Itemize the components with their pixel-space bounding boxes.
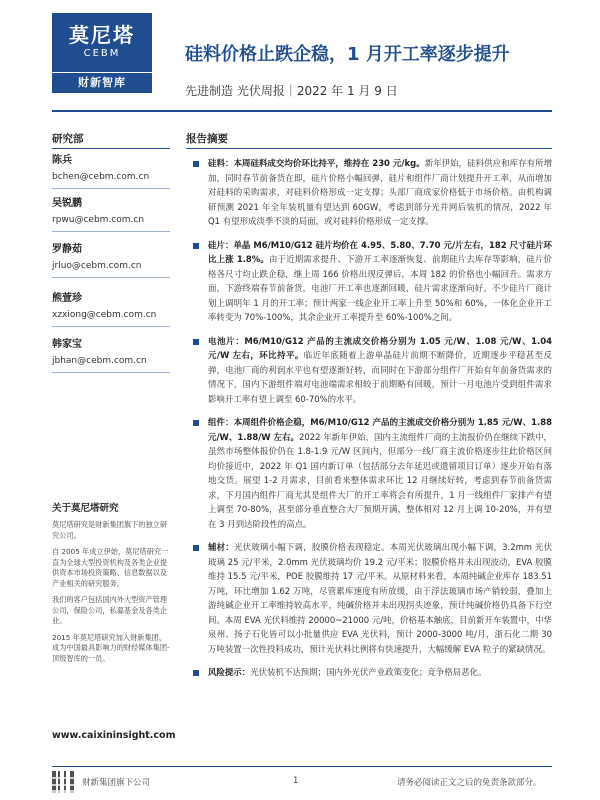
analyst-card (52, 154, 170, 189)
bullet-body: 由于近期需求提升、下游开工率逐渐恢复、前期硅片去库存等影响，硅片价格各尺寸均止跌企稳，继上周 166 价格出现反弹后，本周 182 的价格也小幅回升。需求方面，下游终端春节前备货，电池厂开工率也逐渐回暖，硅片需求逐渐向好。不少硅片厂商计划上调明年 1 月的开工率；预计两家一线企业开工率上升至 50%和 60%，一体化企业开工率转变为 70%-100%，其余企业开工率提升至 60%-100%之间。 (208, 254, 552, 322)
bullet-body: 临近年底随着上游单晶硅片前期不断降价，近期逐步平稳甚至反弹，电池厂商的利润水平也有望逐渐好转，而同时在下游部分组件厂开始有年前备货需求的情况下，国内下游组件端对电池端需求相较于前期略有回暖，预计一月电池片受到组件需求影响开工率有望上调至 60-70%的水平。 (208, 350, 552, 404)
cebm-logo (52, 13, 152, 93)
bullet-lead: 硅片：单晶 M6/M10/G12 硅片均价在 4.95、5.80、7.70 元/片左右，182 尺寸硅片环比上涨 1.8%。 (208, 239, 552, 264)
bullet-body: 光伏装机不达预期；国内外光伏产业政策变化；竞争格局恶化。 (250, 667, 487, 677)
summary-item-cell (186, 334, 552, 407)
analyst-email[interactable]: rpwu@cebm.com.cn (52, 215, 145, 225)
footer-divider (52, 766, 552, 767)
analyst-divider (52, 231, 170, 232)
about-paragraph: 我们的客户包括国内外大型资产管理公司，保险公司，私募基金及各类企业。 (52, 595, 168, 625)
analyst-email[interactable]: jrluo@cebm.com.cn (52, 261, 142, 271)
summary-heading: 报告摘要 (186, 133, 228, 145)
footer-disclaimer: 请务必阅读正文之后的免责条款部分。 (397, 778, 542, 788)
report-subtitle: 先进制造 光伏周报｜2022 年 1 月 9 日 (185, 84, 398, 98)
research-dept-heading: 研究部 (52, 133, 84, 145)
report-title: 硅料价格止跌企稳，1 月开工率逐步提升 (185, 44, 510, 65)
about-paragraph: 莫尼塔研究是财新集团旗下的独立研究公司。 (52, 520, 168, 540)
analyst-card (52, 338, 170, 373)
bullet-body: 新年伊始，硅料供应和库存有所增加，同时春节前备货在即，硅片价格小幅回弹，硅片和组件厂商计划提升开工率，从而增加对硅料的采购需求，对硅料价格形成一定支撑；头部厂商成家价格低于市场价格。由机构调研预测 2021 年全年装机量有望达到 60GW，考虑到部分光并网后装机的情况，2022 年 Q1 有望形成淡季不淡的局面，或对硅料价格形成一定支撑。 (208, 158, 553, 226)
analyst-name: 韩家宝 (52, 339, 82, 350)
summary-item-auxiliary (186, 540, 552, 656)
summary-heading-divider (186, 148, 552, 149)
logo-chinese-name: 莫尼塔 (69, 23, 135, 47)
bullet-body: 光伏玻璃小幅下调，胶膜价格表现稳定。本周光伏玻璃出现小幅下调，3.2mm 光伏玻璃 25 元/平米，2.0mm 光伏玻璃均价 19.2 元/平米；胶膜价格并未出现波动，EVA 胶膜维持 15.5 元/平米，POE 胶膜维持 17 元/平米。从原材料来看，本周纯碱企业库存 183.51 万吨，环比增加 1.62 万吨，尽管累库速度有所放缓，由于浮法玻璃市场产销较弱，叠加上游纯碱企业开工率维持较高水平，纯碱价格并未出现拐头迹象，预计纯碱价格仍具备下行空间。本周 EVA 光伏料维持 20000~21000 元/吨，价格基本触底，目前新开车装置中，中华泉州、扬子石化皆可以小批量供应 EVA 光伏料，预计 2000-3000 吨/月，浙石化二期 30 万吨装置一次性投料成功，预计光伏料比例将有快速提升，大幅缓解 EVA 粒子的紧缺情况。 (208, 542, 553, 654)
bullet-lead: 组件：本周组件价格企稳，M6/M10/G12 产品的主流成交价格分别为 1.85 元/W、1.88 元/W、1.88/W 左右。 (208, 417, 552, 442)
about-heading: 关于莫尼塔研究 (52, 503, 119, 514)
bullet-body: 2022 年新年伊始，国内主流组件厂商的主流报价仍在继续下跌中，虽然市场整体报价仍在 1.8-1.9 元/W 区间内，但部分一线厂商主流价格逐步往此价格区间均价接近中，2022 年 Q1 国内新订单（包括部分去年延迟或遗留项目订单）逐步开始有落地交货。展望 1-2 月需求，目前看来整体需求环比 12 月继续好转，考虑到春节前备货需求，下月国内组件厂商尤其是组件大厂的开工率将会有所提升，1 月一线组件厂家排产有望上调至 70-80%，甚至部分垂直整合大厂预期开满，整体相对 12 月上调 10-20%，并有望在 3 月到达阶段性的高点。 (208, 431, 552, 529)
analyst-divider (52, 372, 170, 373)
analyst-card (52, 292, 170, 327)
summary-item-wafer (186, 238, 552, 325)
bullet-lead: 硅料：本周硅料成交均价环比持平，维持在 230 元/kg。 (208, 158, 425, 168)
analyst-email[interactable]: jbhan@cebm.com.cn (52, 356, 147, 366)
analyst-divider (52, 326, 170, 327)
about-paragraph: 自 2005 年成立伊始，莫尼塔研究一直为全球大型投资机构及各类企业提供资本市场投资策略、信息数据以及产业相关的研究服务。 (52, 547, 169, 588)
analyst-email[interactable]: bchen@cebm.com.cn (52, 172, 150, 182)
analyst-divider (52, 277, 170, 278)
analyst-name: 罗静茹 (52, 244, 82, 255)
analyst-email[interactable]: xzxiong@cebm.com.cn (52, 310, 157, 320)
summary-item-risk (186, 665, 552, 680)
bullet-lead: 电池片：M6/M10/G12 产品的主流成交价格分别为 1.05 元/W、1.08 元/W、1.04 元/W 左右，环比持平。 (208, 335, 552, 360)
research-heading-divider (52, 148, 170, 149)
page-number: 1 (293, 776, 299, 786)
summary-item-module (186, 415, 552, 531)
analyst-divider (52, 188, 170, 189)
summary-item-polysilicon (186, 156, 552, 229)
logo-english-name: CEBM (83, 48, 121, 59)
qr-code-icon (52, 771, 74, 793)
analyst-name: 陈兵 (52, 155, 72, 166)
website-link[interactable]: www.caixininsight.com (52, 730, 176, 741)
about-paragraph: 2015 年莫尼塔研究加入财新集团，成为中国最具影响力的财经媒体集团-顶级智库的一员。 (52, 632, 170, 663)
analyst-name: 熊萱珍 (52, 293, 82, 304)
footer-company: 财新集团旗下公司 (82, 778, 151, 788)
logo-subtitle: 财新智库 (52, 72, 152, 93)
about-section (52, 500, 172, 670)
header-divider (52, 110, 552, 112)
analyst-card (52, 243, 170, 278)
analyst-name: 吴锐鹏 (52, 198, 82, 209)
analyst-card (52, 197, 170, 232)
bullet-lead: 风险提示： (208, 667, 251, 677)
summary-bullets (186, 156, 552, 689)
bullet-lead: 辅材： (208, 542, 234, 552)
